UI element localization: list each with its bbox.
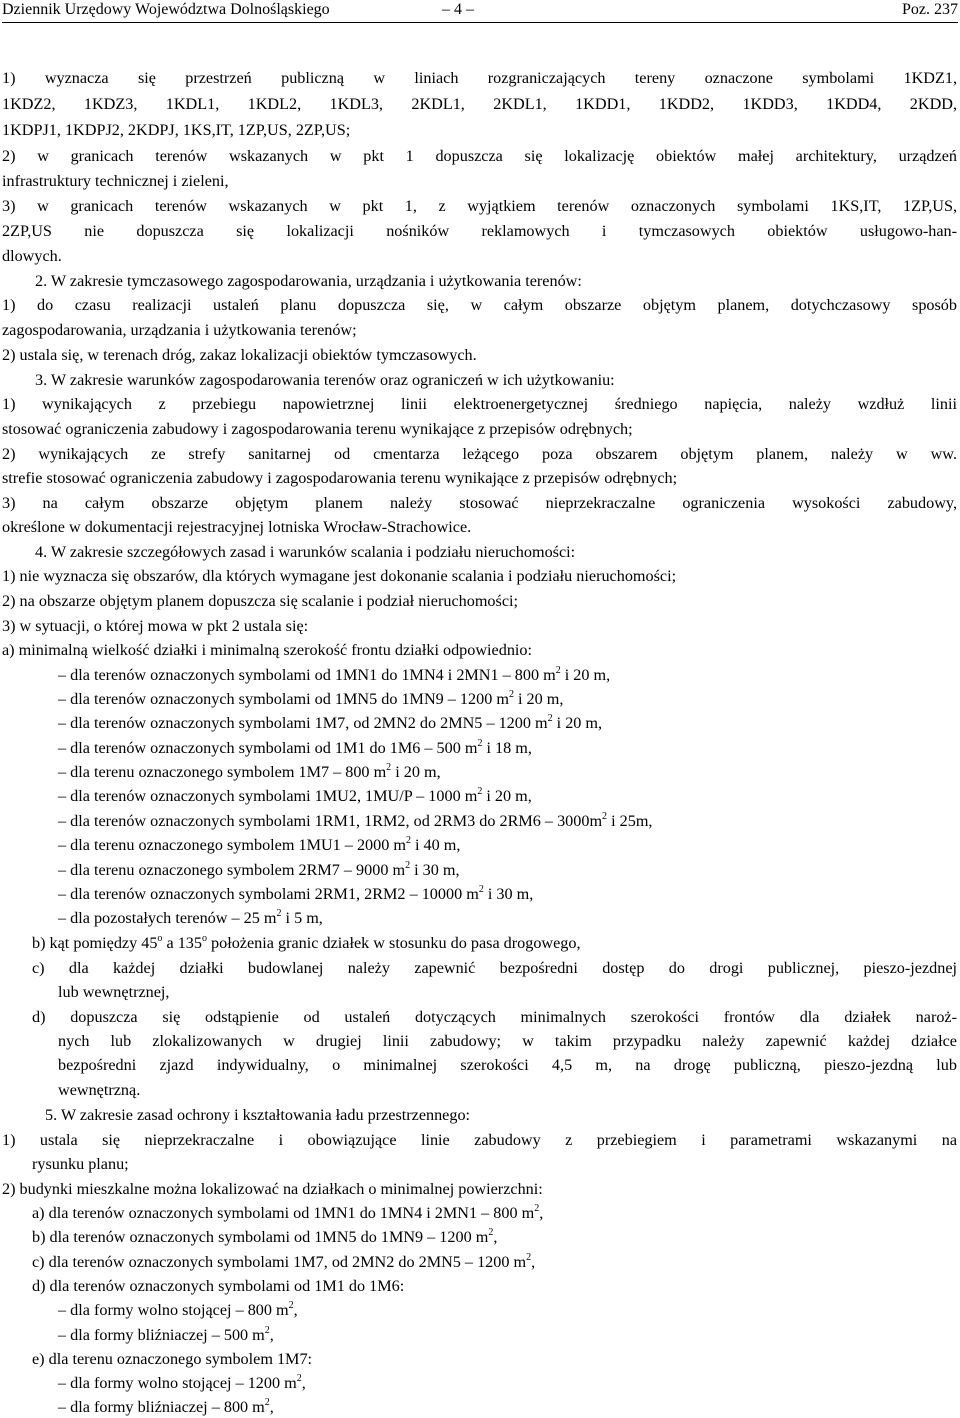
- text-line: 2ZP,US nie dopuszcza się lokalizacji nośników reklamowych i tymczasowych obiektów usługowo-han-: [2, 222, 957, 240]
- dash-item: – dla pozostałych terenów – 25 $m^2$ i 5 m,: [58, 907, 323, 927]
- list-item: d) dla terenów oznaczonych symbolami od 1M1 do 1M6:: [32, 1277, 405, 1295]
- dash-item: – dla terenu oznaczonego symbolem 1MU1 – 2000 $m^2$ i 40 m,: [58, 834, 461, 854]
- dash-item: – dla formy bliźniaczej – 500 $m^2$,: [58, 1324, 274, 1344]
- text-line: 1) do czasu realizacji ustaleń planu dopuszcza się, w całym obszarze objętym planem, dotychczasowy sposób: [2, 296, 957, 314]
- list-item: a) dla terenów oznaczonych symbolami od 1MN1 do 1MN4 i 2MN1 – 800 $m^2$,: [32, 1202, 544, 1222]
- dash-item: – dla formy wolno stojącej – 800 $m^2$,: [58, 1299, 298, 1319]
- page-header: [2, 0, 958, 23]
- text-line: 1KDPJ1, 1KDPJ2, 2KDPJ, 1KS,IT, 1ZP,US, 2ZP,US;: [2, 121, 351, 139]
- text-line: bezpośredni zjazd indywidualny, o minimalnej szerokości 4,5 m, na drogę publiczną, pieszo-jezdną lub: [58, 1056, 957, 1074]
- text-line: 1) wynikających z przebiegu napowietrznej linii elektroenergetycznej średniego napięcia, należy wzdłuż linii: [2, 395, 957, 413]
- text-line: wewnętrzną.: [58, 1081, 141, 1099]
- text-line: 1) wyznacza się przestrzeń publiczną w liniach rozgraniczających tereny oznaczone symbolami 1KDZ1,: [2, 69, 957, 87]
- text-line: strefie stosować ograniczenia zabudowy i zagospodarowania terenu wynikające z przepisów odrębnych;: [2, 469, 678, 487]
- dash-item: – dla terenu oznaczonego symbolem 1M7 – 800 $m^2$ i 20 m,: [58, 761, 441, 781]
- page-number: – 4 –: [442, 1, 474, 18]
- text-line: rysunku planu;: [32, 1155, 129, 1173]
- text-line: infrastruktury technicznej i zieleni,: [2, 172, 229, 190]
- item-b: b) kąt pomiędzy 45$^o$ a 135$^o$ położenia granic działek w stosunku do pasa drogowego,: [32, 932, 581, 952]
- text-line: c) dla każdej działki budowlanej należy zapewnić bezpośredni dostęp do drogi publicznej, pieszo-jezdnej: [32, 959, 957, 977]
- text-line: 1KDZ2, 1KDZ3, 1KDL1, 1KDL2, 1KDL3, 2KDL1, 2KDL1, 1KDD1, 1KDD2, 1KDD3, 1KDD4, 2KDD,: [2, 95, 957, 113]
- dash-item: – dla terenów oznaczonych symbolami 1MU2, 1MU/P – 1000 $m^2$ i 20 m,: [58, 785, 532, 805]
- text-line: d) dopuszcza się odstąpienie od ustaleń dotyczących minimalnych szerokości frontów dla działek naroż-: [32, 1008, 957, 1026]
- text-line: 2) w granicach terenów wskazanych w pkt 1 dopuszcza się lokalizację obiektów małej architektury, urządzeń: [2, 147, 957, 165]
- dash-item: – dla formy bliźniaczej – 800 $m^2$,: [58, 1396, 274, 1416]
- list-item: e) dla terenu oznaczonego symbolem 1M7:: [32, 1350, 313, 1368]
- text-line: zagospodarowania, urządzania i użytkowania terenów;: [2, 321, 357, 339]
- text-line: 3) w sytuacji, o której mowa w pkt 2 ustala się:: [2, 617, 309, 635]
- text-line: 3) na całym obszarze objętym planem należy stosować nieprzekraczalne ograniczenia wysokości zabudowy,: [2, 494, 957, 512]
- list-item: b) dla terenów oznaczonych symbolami od 1MN5 do 1MN9 – 1200 $m^2$,: [32, 1226, 498, 1246]
- section-heading-5: 5. W zakresie zasad ochrony i kształtowania ładu przestrzennego:: [45, 1106, 471, 1124]
- journal-title: Dziennik Urzędowy Województwa Dolnośląskiego: [2, 1, 330, 18]
- text-line: określone w dokumentacji rejestracyjnej lotniska Wrocław-Strachowice.: [2, 518, 472, 536]
- text-line: lub wewnętrznej,: [58, 983, 170, 1001]
- text-line: nych lub zlokalizowanych w drugiej linii zabudowy; w takim przypadku należy zapewnić każdej działce: [58, 1032, 957, 1050]
- section-heading-4: 4. W zakresie szczegółowych zasad i warunków scalania i podziału nieruchomości:: [35, 543, 576, 561]
- text-line: 1) nie wyznacza się obszarów, dla których wymagane jest dokonanie scalania i podziału nieruchomości;: [2, 567, 677, 585]
- text-line: 2) ustala się, w terenach dróg, zakaz lokalizacji obiektów tymczasowych.: [2, 346, 477, 364]
- dash-item: – dla terenów oznaczonych symbolami 1M7, od 2MN2 do 2MN5 – 1200 $m^2$ i 20 m,: [58, 712, 603, 732]
- dash-item: – dla terenów oznaczonych symbolami od 1MN1 do 1MN4 i 2MN1 – 800 $m^2$ i 20 m,: [58, 664, 611, 684]
- dash-item: – dla terenów oznaczonych symbolami 2RM1, 2RM2 – 10000 $m^2$ i 30 m,: [58, 883, 534, 903]
- dash-item: – dla terenu oznaczonego symbolem 2RM7 – 9000 $m^2$ i 30 m,: [58, 859, 460, 879]
- text-line: 2) wynikających ze strefy sanitarnej od cmentarza leżącego poza obszarem objętym planem, należy w ww.: [2, 445, 957, 463]
- text-line: 3) w granicach terenów wskazanych w pkt 1, z wyjątkiem terenów oznaczonych symbolami 1KS,IT, 1ZP,US,: [2, 197, 957, 215]
- position-number: Poz. 237: [902, 1, 958, 18]
- text-line: stosować ograniczenia zabudowy i zagospodarowania terenu wynikające z przepisów odrębnych;: [2, 420, 633, 438]
- list-item: c) dla terenów oznaczonych symbolami 1M7, od 2MN2 do 2MN5 – 1200 $m^2$,: [32, 1251, 536, 1271]
- text-line: 2) budynki mieszkalne można lokalizować na działkach o minimalnej powierzchni:: [2, 1180, 543, 1198]
- section-heading-2: 2. W zakresie tymczasowego zagospodarowania, urządzania i użytkowania terenów:: [35, 272, 582, 290]
- text-line: a) minimalną wielkość działki i minimalną szerokość frontu działki odpowiednio:: [2, 641, 533, 659]
- section-heading-3: 3. W zakresie warunków zagospodarowania terenów oraz ograniczeń w ich użytkowaniu:: [35, 371, 615, 389]
- dash-item: – dla terenów oznaczonych symbolami 1RM1, 1RM2, od 2RM3 do $2RM6 - 3000m^2$ i 25m,: [58, 810, 653, 830]
- dash-item: – dla formy wolno stojącej – 1200 $m^2$,: [58, 1372, 306, 1392]
- text-line: dlowych.: [2, 247, 62, 265]
- text-line: 2) na obszarze objętym planem dopuszcza się scalanie i podział nieruchomości;: [2, 592, 519, 610]
- dash-item: – dla terenów oznaczonych symbolami od 1MN5 do 1MN9 – 1200 $m^2$ i 20 m,: [58, 688, 564, 708]
- text-line: 1) ustala się nieprzekraczalne i obowiązujące linie zabudowy z przebiegiem i parametrami wskazanymi na: [2, 1131, 957, 1149]
- dash-item: – dla terenów oznaczonych symbolami od 1M1 do 1M6 – 500 $m^2$ i 18 m,: [58, 737, 532, 757]
